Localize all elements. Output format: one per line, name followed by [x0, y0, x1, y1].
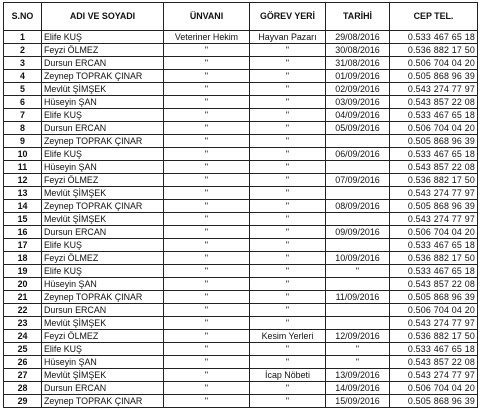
cell-place: " [250, 44, 326, 57]
cell-name: Elife KUŞ [42, 265, 164, 278]
cell-phone: 0.506 704 04 20 [390, 226, 478, 239]
cell-title: " [164, 395, 250, 408]
cell-title: " [164, 148, 250, 161]
cell-name: Feyzi ÖLMEZ [42, 44, 164, 57]
cell-date: 01/09/2016 [326, 70, 390, 83]
cell-place: " [250, 109, 326, 122]
cell-date: 03/09/2016 [326, 96, 390, 109]
cell-sno: 11 [4, 161, 42, 174]
cell-sno: 28 [4, 382, 42, 395]
cell-sno: 6 [4, 96, 42, 109]
table-body [4, 31, 478, 408]
cell-title: " [164, 356, 250, 369]
cell-phone: 0.536 882 17 50 [390, 252, 478, 265]
cell-place: " [250, 239, 326, 252]
cell-phone: 0.533 467 65 18 [390, 148, 478, 161]
table-row [4, 226, 478, 239]
cell-phone: 0.506 704 04 20 [390, 382, 478, 395]
cell-date: 12/09/2016 [326, 330, 390, 343]
table-row [4, 200, 478, 213]
cell-sno: 18 [4, 252, 42, 265]
cell-title: " [164, 291, 250, 304]
cell-phone: 0.533 467 65 18 [390, 31, 478, 44]
cell-date: 10/09/2016 [326, 252, 390, 265]
cell-place: " [250, 70, 326, 83]
cell-place: " [250, 135, 326, 148]
cell-phone: 0.505 868 96 39 [390, 70, 478, 83]
header-sno: S.NO [4, 3, 42, 31]
cell-title: " [164, 122, 250, 135]
cell-sno: 23 [4, 317, 42, 330]
cell-date: 07/09/2016 [326, 174, 390, 187]
cell-date: 08/09/2016 [326, 200, 390, 213]
cell-title: " [164, 343, 250, 356]
duty-roster-table [3, 2, 478, 408]
cell-phone: 0.505 868 96 39 [390, 291, 478, 304]
cell-name: Hüseyin ŞAN [42, 96, 164, 109]
table-row [4, 382, 478, 395]
cell-phone: 0.536 882 17 50 [390, 174, 478, 187]
cell-place: " [250, 161, 326, 174]
header-row [4, 3, 478, 31]
cell-name: Mevlüt ŞİMŞEK [42, 213, 164, 226]
cell-name: Dursun ERCAN [42, 382, 164, 395]
cell-name: Zeynep TOPRAK ÇINAR [42, 200, 164, 213]
cell-date [326, 278, 390, 291]
cell-phone: 0.543 274 77 97 [390, 317, 478, 330]
cell-date [326, 304, 390, 317]
cell-name: Hüseyin ŞAN [42, 278, 164, 291]
cell-phone: 0.506 704 04 20 [390, 304, 478, 317]
table-row [4, 265, 478, 278]
cell-date [326, 161, 390, 174]
cell-title: " [164, 96, 250, 109]
cell-phone: 0.506 704 04 20 [390, 122, 478, 135]
cell-date: 15/09/2016 [326, 395, 390, 408]
cell-sno: 22 [4, 304, 42, 317]
cell-phone: 0.536 882 17 50 [390, 44, 478, 57]
cell-sno: 25 [4, 343, 42, 356]
cell-date: 29/08/2016 [326, 31, 390, 44]
cell-sno: 10 [4, 148, 42, 161]
cell-phone: 0.505 868 96 39 [390, 200, 478, 213]
cell-place: " [250, 265, 326, 278]
cell-name: Mevlüt ŞİMŞEK [42, 317, 164, 330]
cell-date: 30/08/2016 [326, 44, 390, 57]
cell-title: " [164, 382, 250, 395]
table-row [4, 96, 478, 109]
cell-date: 09/09/2016 [326, 226, 390, 239]
cell-title: " [164, 174, 250, 187]
cell-name: Zeynep TOPRAK ÇINAR [42, 395, 164, 408]
cell-sno: 12 [4, 174, 42, 187]
cell-phone: 0.533 467 65 18 [390, 265, 478, 278]
header-name: ADI VE SOYADI [42, 3, 164, 31]
cell-name: Dursun ERCAN [42, 57, 164, 70]
cell-place: Kesim Yerleri [250, 330, 326, 343]
cell-date: " [326, 265, 390, 278]
cell-phone: 0.536 882 17 50 [390, 330, 478, 343]
cell-phone: 0.506 704 04 20 [390, 57, 478, 70]
cell-title: " [164, 252, 250, 265]
cell-title: " [164, 330, 250, 343]
cell-sno: 5 [4, 83, 42, 96]
cell-sno: 17 [4, 239, 42, 252]
cell-name: Zeynep TOPRAK ÇINAR [42, 70, 164, 83]
cell-date: 02/09/2016 [326, 83, 390, 96]
cell-name: Feyzi ÖLMEZ [42, 174, 164, 187]
cell-date [326, 239, 390, 252]
cell-place: " [250, 278, 326, 291]
cell-title: " [164, 109, 250, 122]
table-row [4, 369, 478, 382]
cell-phone: 0.543 274 77 97 [390, 369, 478, 382]
cell-name: Mevlüt ŞİMŞEK [42, 187, 164, 200]
table-row [4, 135, 478, 148]
cell-sno: 9 [4, 135, 42, 148]
cell-name: Zeynep TOPRAK ÇINAR [42, 291, 164, 304]
duty-roster [3, 2, 478, 408]
cell-place: " [250, 226, 326, 239]
cell-phone: 0.543 274 77 97 [390, 187, 478, 200]
cell-place: " [250, 317, 326, 330]
cell-name: Dursun ERCAN [42, 304, 164, 317]
table-row [4, 252, 478, 265]
cell-date: " [326, 343, 390, 356]
table-row [4, 304, 478, 317]
header-date: TARİHİ [326, 3, 390, 31]
table-row [4, 291, 478, 304]
cell-place: " [250, 395, 326, 408]
cell-place: " [250, 356, 326, 369]
cell-name: Feyzi ÖLMEZ [42, 330, 164, 343]
cell-sno: 3 [4, 57, 42, 70]
cell-date: 31/08/2016 [326, 57, 390, 70]
cell-title: " [164, 44, 250, 57]
cell-date: 14/09/2016 [326, 382, 390, 395]
cell-sno: 8 [4, 122, 42, 135]
cell-phone: 0.533 467 65 18 [390, 343, 478, 356]
cell-sno: 21 [4, 291, 42, 304]
table-row [4, 57, 478, 70]
cell-name: Elife KUŞ [42, 148, 164, 161]
cell-sno: 15 [4, 213, 42, 226]
cell-sno: 4 [4, 70, 42, 83]
cell-place: Hayvan Pazarı [250, 31, 326, 44]
cell-sno: 19 [4, 265, 42, 278]
table-row [4, 213, 478, 226]
cell-phone: 0.543 274 77 97 [390, 213, 478, 226]
cell-date: 06/09/2016 [326, 148, 390, 161]
cell-phone: 0.543 274 77 97 [390, 83, 478, 96]
cell-place: " [250, 304, 326, 317]
cell-date [326, 213, 390, 226]
header-title: ÜNVANI [164, 3, 250, 31]
cell-date: 11/09/2016 [326, 291, 390, 304]
table-row [4, 31, 478, 44]
cell-title: " [164, 304, 250, 317]
cell-place: " [250, 83, 326, 96]
table-row [4, 148, 478, 161]
cell-title: " [164, 239, 250, 252]
cell-phone: 0.543 857 22 08 [390, 278, 478, 291]
header-phone: CEP TEL. [390, 3, 478, 31]
table-row [4, 330, 478, 343]
cell-place: " [250, 174, 326, 187]
cell-place: " [250, 200, 326, 213]
cell-name: Elife KUŞ [42, 109, 164, 122]
cell-sno: 27 [4, 369, 42, 382]
cell-title: " [164, 57, 250, 70]
cell-sno: 7 [4, 109, 42, 122]
table-row [4, 395, 478, 408]
cell-name: Elife KUŞ [42, 343, 164, 356]
cell-sno: 26 [4, 356, 42, 369]
cell-date: 13/09/2016 [326, 369, 390, 382]
cell-name: Feyzi ÖLMEZ [42, 252, 164, 265]
cell-phone: 0.505 868 96 39 [390, 135, 478, 148]
cell-title: Veteriner Hekim [164, 31, 250, 44]
cell-sno: 14 [4, 200, 42, 213]
table-row [4, 343, 478, 356]
table-row [4, 187, 478, 200]
cell-phone: 0.543 857 22 08 [390, 356, 478, 369]
table-row [4, 239, 478, 252]
table-row [4, 356, 478, 369]
cell-sno: 13 [4, 187, 42, 200]
table-row [4, 317, 478, 330]
cell-title: " [164, 226, 250, 239]
cell-name: Hüseyin ŞAN [42, 356, 164, 369]
cell-name: Elife KUŞ [42, 239, 164, 252]
cell-title: " [164, 317, 250, 330]
cell-title: " [164, 70, 250, 83]
header-place: GÖREV YERİ [250, 3, 326, 31]
cell-date [326, 187, 390, 200]
cell-name: Zeynep TOPRAK ÇINAR [42, 135, 164, 148]
cell-place: " [250, 213, 326, 226]
table-row [4, 83, 478, 96]
cell-phone: 0.505 868 96 39 [390, 395, 478, 408]
cell-title: " [164, 265, 250, 278]
table-row [4, 109, 478, 122]
table-row [4, 70, 478, 83]
cell-title: " [164, 278, 250, 291]
cell-name: Elife KUŞ [42, 31, 164, 44]
cell-place: " [250, 291, 326, 304]
cell-sno: 16 [4, 226, 42, 239]
cell-place: " [250, 122, 326, 135]
cell-place: " [250, 252, 326, 265]
table-row [4, 174, 478, 187]
cell-title: " [164, 83, 250, 96]
table-row [4, 278, 478, 291]
table-row [4, 44, 478, 57]
cell-name: Mevlüt ŞİMŞEK [42, 369, 164, 382]
cell-name: Dursun ERCAN [42, 122, 164, 135]
cell-place: " [250, 96, 326, 109]
cell-sno: 1 [4, 31, 42, 44]
cell-name: Dursun ERCAN [42, 226, 164, 239]
cell-place: " [250, 187, 326, 200]
cell-date [326, 135, 390, 148]
table-row [4, 122, 478, 135]
cell-phone: 0.543 857 22 08 [390, 161, 478, 174]
cell-sno: 20 [4, 278, 42, 291]
cell-phone: 0.543 857 22 08 [390, 96, 478, 109]
cell-place: " [250, 148, 326, 161]
cell-name: Hüseyin ŞAN [42, 161, 164, 174]
cell-place: " [250, 382, 326, 395]
cell-sno: 2 [4, 44, 42, 57]
cell-place: " [250, 57, 326, 70]
cell-title: " [164, 161, 250, 174]
cell-place: " [250, 343, 326, 356]
cell-title: " [164, 369, 250, 382]
cell-phone: 0.533 467 65 18 [390, 109, 478, 122]
cell-sno: 24 [4, 330, 42, 343]
cell-phone: 0.533 467 65 18 [390, 239, 478, 252]
cell-date: 05/09/2016 [326, 122, 390, 135]
cell-title: " [164, 200, 250, 213]
cell-sno: 29 [4, 395, 42, 408]
table-row [4, 161, 478, 174]
cell-name: Mevlüt ŞİMŞEK [42, 83, 164, 96]
cell-place: İcap Nöbeti [250, 369, 326, 382]
cell-date [326, 317, 390, 330]
cell-date: 04/09/2016 [326, 109, 390, 122]
cell-title: " [164, 135, 250, 148]
cell-title: " [164, 213, 250, 226]
cell-title: " [164, 187, 250, 200]
cell-date: " [326, 356, 390, 369]
